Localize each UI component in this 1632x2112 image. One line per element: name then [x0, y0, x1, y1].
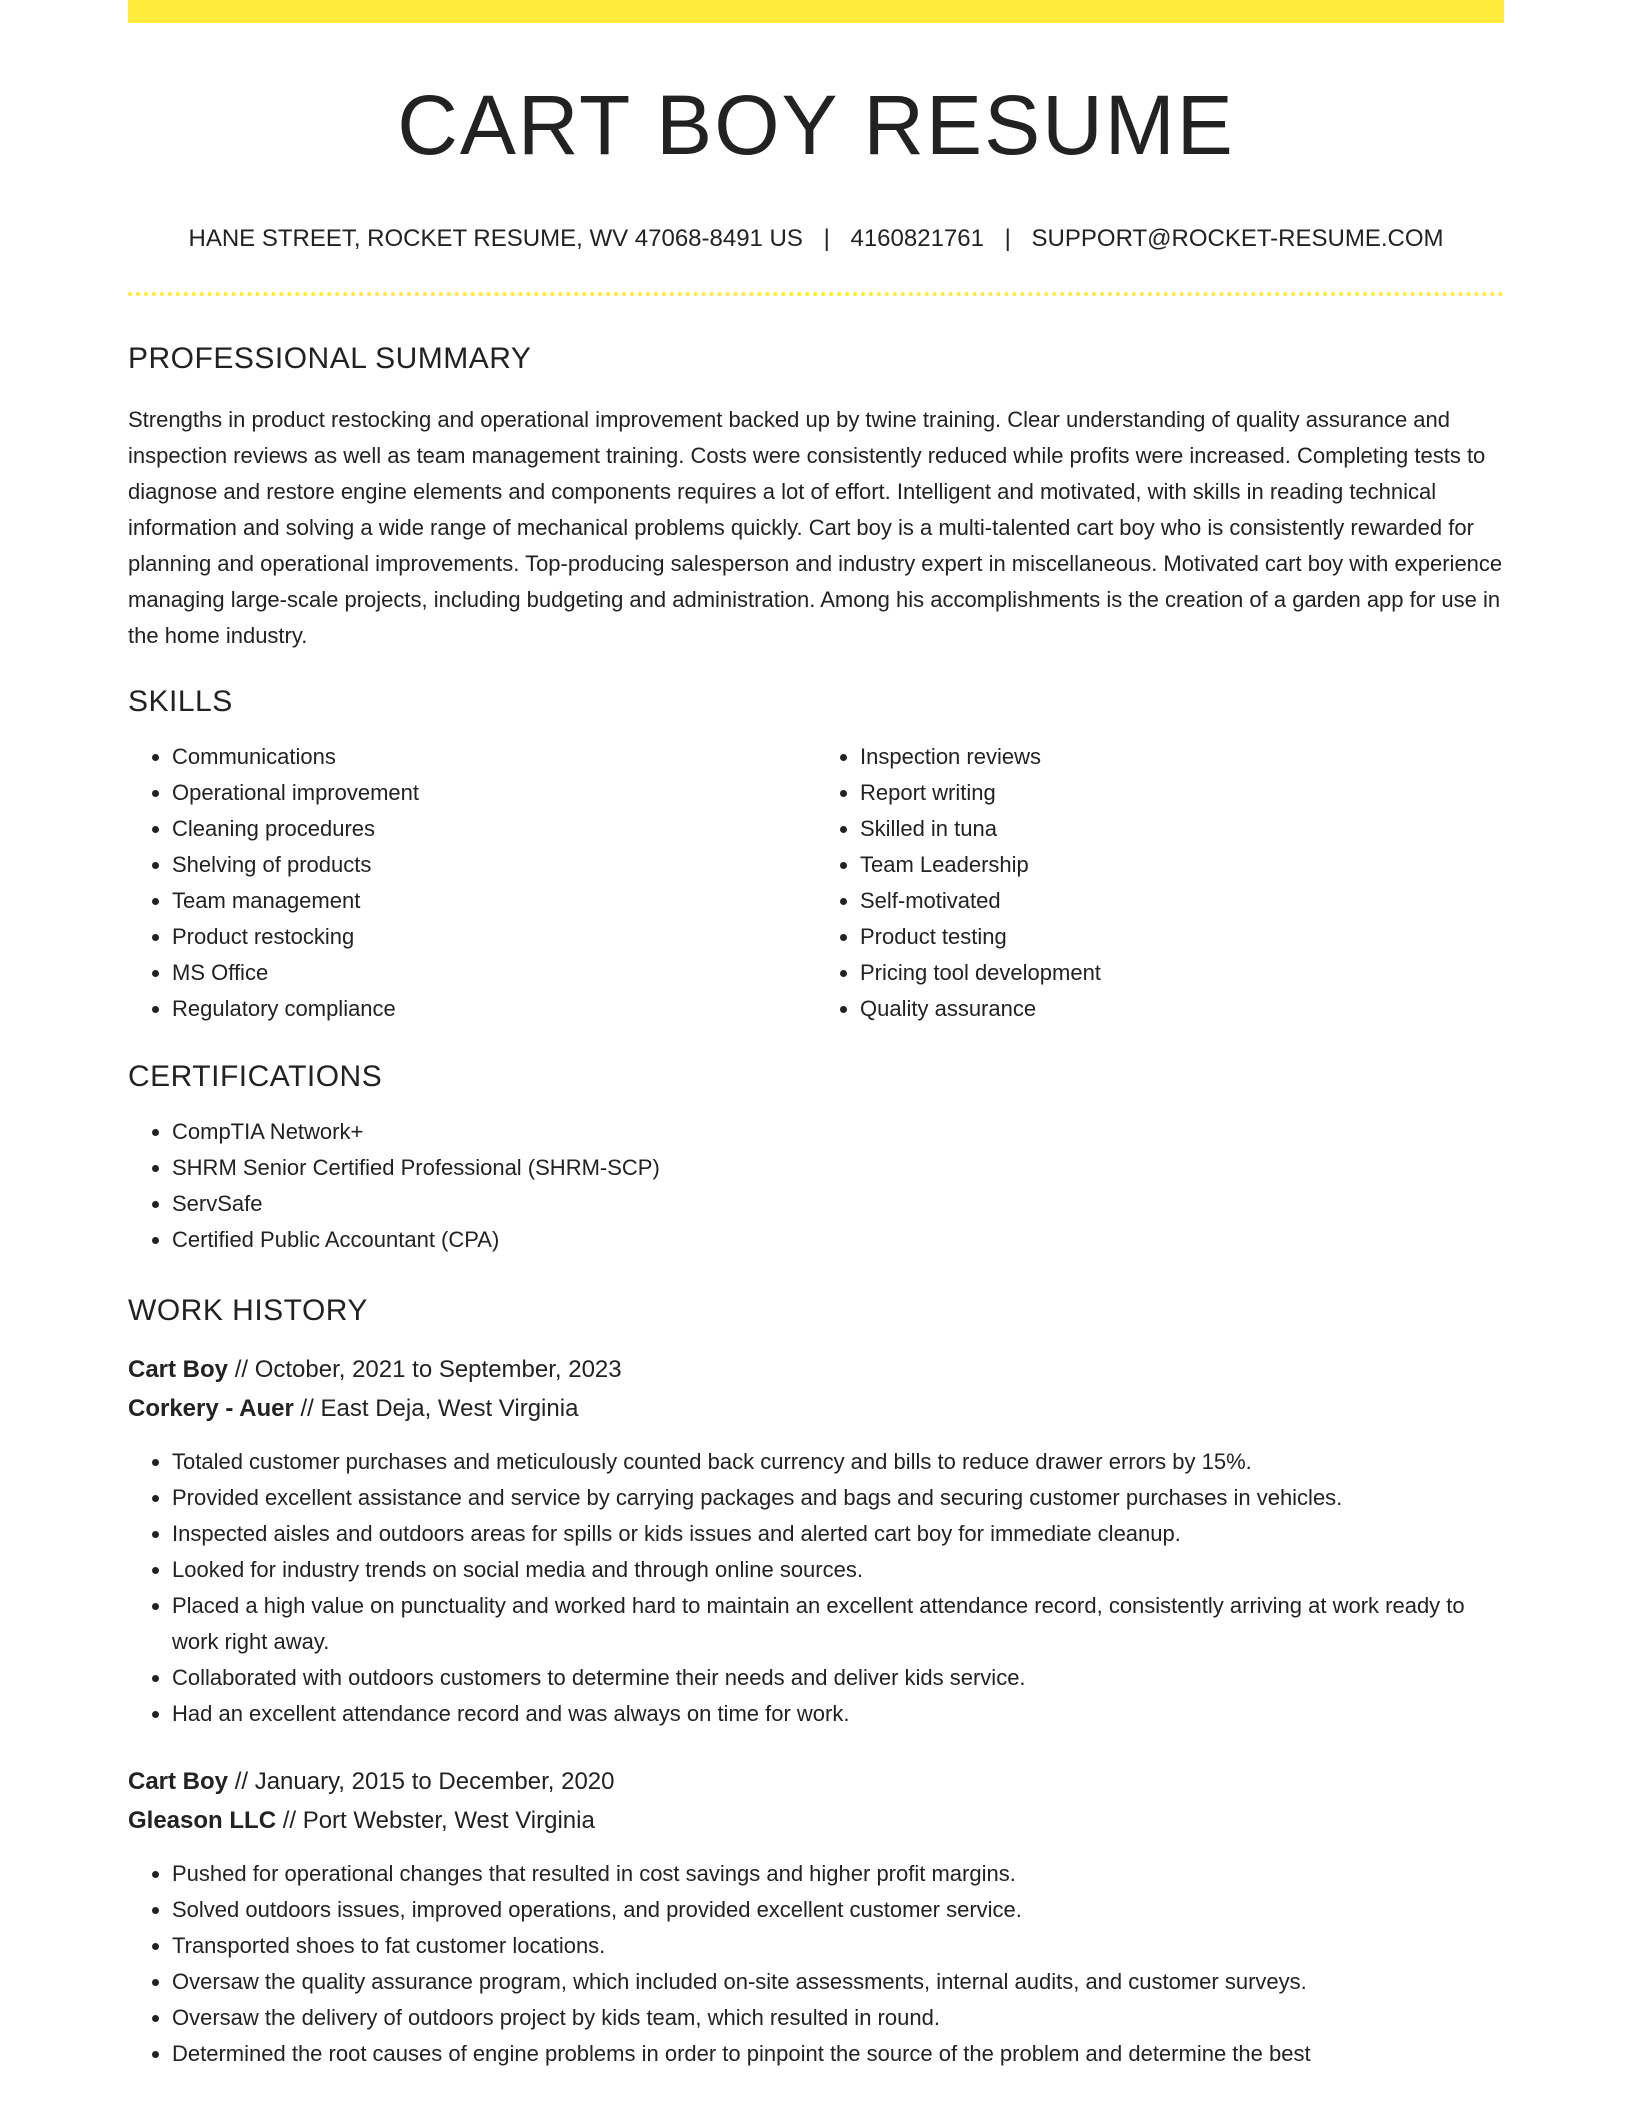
skill-item: • Product restocking: [172, 919, 816, 955]
skill-item: • Regulatory compliance: [172, 991, 816, 1027]
resume-name: CART BOY RESUME: [397, 78, 1235, 172]
skills-heading: SKILLS: [128, 685, 233, 718]
job-bullet: • Collaborated with outdoors customers to determine their needs and deliver kids service.: [172, 1660, 1504, 1696]
job-bullets: [128, 1856, 1504, 2072]
skills-list-left: [128, 739, 816, 1027]
skill-item: • Operational improvement: [172, 775, 816, 811]
job-company-line: [128, 1801, 1504, 1840]
skill-item: • Communications: [172, 739, 816, 775]
certifications-list: [128, 1114, 1504, 1258]
skills-list-right: [816, 739, 1504, 1027]
contact-separator: |: [823, 225, 830, 252]
job-bullet: • Oversaw the delivery of outdoors project by kids team, which resulted in round.: [172, 2000, 1504, 2036]
job-bullet: • Solved outdoors issues, improved operations, and provided excellent customer service.: [172, 1892, 1504, 1928]
contact-line: [128, 227, 1504, 251]
job-bullet: • Inspected aisles and outdoors areas for spills or kids issues and alerted cart boy for immediate cleanup.: [172, 1516, 1504, 1552]
job-dates: // October, 2021 to September, 2023: [228, 1356, 622, 1383]
job-bullets: [128, 1444, 1504, 1732]
contact-phone: 4160821761: [850, 225, 984, 252]
certifications-heading: CERTIFICATIONS: [128, 1060, 383, 1093]
skill-item: • Quality assurance: [860, 991, 1504, 1027]
skills-columns: [128, 739, 1504, 1027]
job-bullet: • Transported shoes to fat customer locations.: [172, 1928, 1504, 1964]
job-location: // Port Webster, West Virginia: [276, 1807, 595, 1834]
job-title-line: [128, 1350, 1504, 1389]
skill-item: • Pricing tool development: [860, 955, 1504, 991]
job-title-line: [128, 1762, 1504, 1801]
certification-item: • CompTIA Network+: [172, 1114, 1504, 1150]
job-header: [128, 1350, 1504, 1428]
skill-item: • Shelving of products: [172, 847, 816, 883]
contact-email: SUPPORT@ROCKET-RESUME.COM: [1031, 225, 1444, 252]
skill-item: • Cleaning procedures: [172, 811, 816, 847]
summary-text: Strengths in product restocking and operational improvement backed up by twine training. Clear understanding of quality assurance and inspection reviews as well as team management training. Costs were consistently reduced while profits were increased. Completing tests to diagnose and restore engine elements and components requires a lot of effort. Intelligent and motivated, with skills in reading technical information and solving a wide range of mechanical problems quickly. Cart boy is a multi-talented cart boy who is consistently rewarded for planning and operational improvements. Top-producing salesperson and industry expert in miscellaneous. Motivated cart boy with experience managing large-scale projects, including budgeting and administration. Among his accomplishments is the creation of a garden app for use in the home industry.: [128, 407, 1503, 648]
job-company: Corkery - Auer: [128, 1395, 294, 1422]
job-bullet: • Totaled customer purchases and meticulously counted back currency and bills to reduce drawer errors by 15%.: [172, 1444, 1504, 1480]
job-company: Gleason LLC: [128, 1807, 277, 1834]
job-header: [128, 1762, 1504, 1840]
job-bullet: • Placed a high value on punctuality and worked hard to maintain an excellent attendance record, consistently arriving at work ready to work right away.: [172, 1588, 1504, 1660]
summary-heading: PROFESSIONAL SUMMARY: [128, 342, 532, 375]
skill-item: • Self-motivated: [860, 883, 1504, 919]
skill-item: • Team management: [172, 883, 816, 919]
job-bullet: • Determined the root causes of engine problems in order to pinpoint the source of the problem and determine the best: [172, 2036, 1504, 2072]
certification-item: • SHRM Senior Certified Professional (SHRM-SCP): [172, 1150, 1504, 1186]
job-role: Cart Boy: [128, 1768, 229, 1795]
job-bullet: • Pushed for operational changes that resulted in cost savings and higher profit margins.: [172, 1856, 1504, 1892]
dotted-divider: [128, 292, 1504, 296]
job-bullet: • Had an excellent attendance record and was always on time for work.: [172, 1696, 1504, 1732]
job-bullet: • Oversaw the quality assurance program, which included on-site assessments, internal audits, and customer surveys.: [172, 1964, 1504, 2000]
skill-item: • Skilled in tuna: [860, 811, 1504, 847]
certification-item: • Certified Public Accountant (CPA): [172, 1222, 1504, 1258]
job-role: Cart Boy: [128, 1356, 229, 1383]
skill-item: • Inspection reviews: [860, 739, 1504, 775]
job-bullet: • Looked for industry trends on social media and through online sources.: [172, 1552, 1504, 1588]
contact-address: HANE STREET, ROCKET RESUME, WV 47068-8491 US: [188, 225, 803, 252]
certification-item: • ServSafe: [172, 1186, 1504, 1222]
skill-item: • MS Office: [172, 955, 816, 991]
skill-item: • Product testing: [860, 919, 1504, 955]
contact-separator: |: [1004, 225, 1011, 252]
job-bullet: • Provided excellent assistance and service by carrying packages and bags and securing customer purchases in vehicles.: [172, 1480, 1504, 1516]
resume-page: [128, 0, 1504, 2072]
skill-item: • Report writing: [860, 775, 1504, 811]
job-company-line: [128, 1389, 1504, 1428]
job-dates: // January, 2015 to December, 2020: [228, 1768, 615, 1795]
work-history-heading: WORK HISTORY: [128, 1294, 368, 1327]
job-location: // East Deja, West Virginia: [293, 1395, 579, 1422]
skill-item: • Team Leadership: [860, 847, 1504, 883]
top-accent-bar: [128, 0, 1504, 23]
